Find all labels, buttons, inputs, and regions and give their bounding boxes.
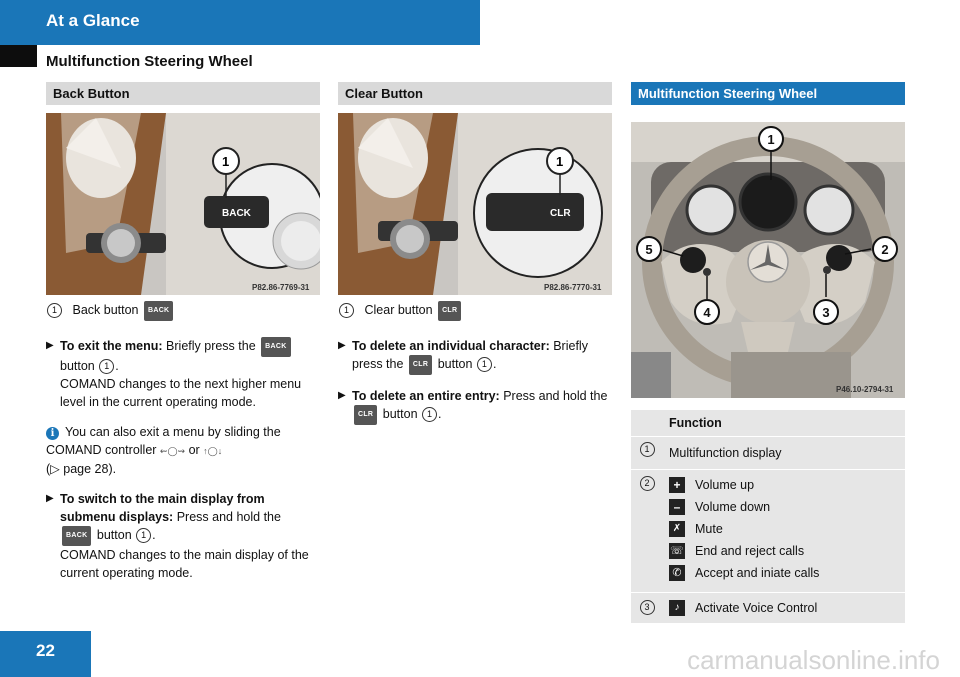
mute-icon: ✗ <box>669 521 685 537</box>
function-label: Activate Voice Control <box>695 601 818 615</box>
function-item <box>669 496 905 518</box>
table-header-empty <box>631 410 663 436</box>
table-row <box>631 437 905 469</box>
step-text: button <box>382 407 418 421</box>
function-item <box>669 562 905 584</box>
wheel-callout-4: 4 <box>703 305 711 320</box>
back-key-icon: BACK <box>62 526 91 546</box>
watermark: carmanualsonline.info <box>687 645 940 675</box>
table-header: Function <box>663 410 905 436</box>
step-text: Press and hold the <box>499 389 608 403</box>
callout-number: 1 <box>47 303 62 318</box>
function-label: End and reject calls <box>695 544 805 558</box>
slide-up-down-icon: ↑◯↓ <box>203 446 223 456</box>
row-body <box>663 470 905 592</box>
row-number-cell <box>631 593 663 623</box>
step-text: . <box>492 357 497 371</box>
function-label: Mute <box>695 522 723 536</box>
function-table <box>631 409 905 624</box>
voice-control-icon: ♪ <box>669 600 685 616</box>
step-text: button <box>96 528 132 542</box>
row-number-cell <box>631 470 663 592</box>
clr-key-icon: CLR <box>409 355 432 375</box>
step-arrow-icon: ▶ <box>338 390 346 401</box>
step-text: Press and hold the <box>173 510 281 524</box>
back-key-icon: BACK <box>144 301 173 321</box>
callout-number: 1 <box>477 357 492 372</box>
page-subtitle: Multifunction Steering Wheel <box>46 53 253 70</box>
callout-number: 1 <box>339 303 354 318</box>
plus-icon: + <box>669 477 685 493</box>
row-number-cell <box>631 437 663 469</box>
clear-button-photo <box>338 113 612 295</box>
step-text: button <box>437 357 473 371</box>
step-text: . <box>152 528 156 542</box>
step-text: Briefly press the <box>162 339 256 353</box>
clear-step-1 <box>338 337 614 375</box>
info-note: i You can also exit a menu by sliding the COMAND controller ⇜◯⇝ or ↑◯↓ (▷ page 28). <box>46 425 281 476</box>
row-body <box>663 437 905 469</box>
back-callout-1: 1 <box>222 154 230 169</box>
function-label: Multifunction display <box>669 446 782 460</box>
section-title: At a Glance <box>46 11 140 30</box>
info-text: or <box>188 443 200 457</box>
callout-number: 2 <box>640 476 655 491</box>
minus-icon: – <box>669 499 685 515</box>
wheel-callout-1: 1 <box>767 132 775 147</box>
back-image-code: P82.86-7769-31 <box>252 283 310 292</box>
step-text: . <box>438 407 442 421</box>
back-key-icon: BACK <box>261 337 290 357</box>
info-icon: i <box>46 427 59 440</box>
function-item <box>669 442 905 464</box>
end-call-icon: ☏ <box>670 545 684 557</box>
step-arrow-icon: ▶ <box>338 340 346 351</box>
clear-callout-1: 1 <box>556 154 564 169</box>
back-column <box>46 82 320 105</box>
table-header-row <box>631 410 905 436</box>
function-item <box>669 597 905 619</box>
back-text <box>46 301 322 594</box>
callout-number: 1 <box>99 359 114 374</box>
function-item <box>669 518 905 540</box>
clr-key-icon: CLR <box>438 301 461 321</box>
function-label: Volume up <box>695 478 755 492</box>
table-row <box>631 593 905 623</box>
slide-left-right-icon: ⇜◯⇝ <box>159 446 186 456</box>
clear-step-2 <box>338 387 614 425</box>
function-item <box>669 474 905 496</box>
info-text: You can also exit a menu by sliding the COMAND controller <box>46 425 281 457</box>
back-photo-key: BACK <box>222 208 251 219</box>
table-row <box>631 470 905 592</box>
clear-photo-key: CLR <box>550 208 571 219</box>
header-tab <box>0 45 37 67</box>
wheel-column <box>631 82 905 105</box>
callout-number: 1 <box>136 528 151 543</box>
step-text: button <box>60 359 95 373</box>
callout-number: 3 <box>640 600 655 615</box>
step-label: To delete an entire entry: <box>352 389 500 403</box>
function-label: Volume down <box>695 500 771 514</box>
page-reference[interactable]: page 28). <box>63 462 117 476</box>
wheel-heading: Multifunction Steering Wheel <box>631 82 905 105</box>
back-caption-text: Back button <box>72 303 139 317</box>
clear-caption-text: Clear button <box>364 303 433 317</box>
step-arrow-icon: ▶ <box>46 340 54 351</box>
clear-text <box>338 301 614 437</box>
clr-key-icon: CLR <box>354 405 377 425</box>
back-button-photo <box>46 113 320 295</box>
clear-heading: Clear Button <box>338 82 612 105</box>
step-text: . <box>115 359 119 373</box>
step-result: COMAND changes to the main display of the current operating mode. <box>60 548 309 580</box>
callout-number: 1 <box>422 407 437 422</box>
clear-column <box>338 82 612 105</box>
step-result: COMAND changes to the next higher menu level in the current operating mode. <box>60 377 302 409</box>
steering-wheel-photo <box>631 122 905 398</box>
step-label: To delete an individual character: <box>352 339 550 353</box>
row-body <box>663 593 905 623</box>
step-label: To switch to the main display from submenu displays: <box>60 492 265 524</box>
wheel-callout-5: 5 <box>645 242 653 257</box>
clear-caption <box>338 301 614 321</box>
function-label: Accept and iniate calls <box>695 566 820 580</box>
page-ref-icon: ▷ <box>50 462 60 476</box>
wheel-image-code: P46.10-2794-31 <box>836 385 894 394</box>
step-arrow-icon: ▶ <box>46 493 54 504</box>
back-heading: Back Button <box>46 82 320 105</box>
function-item <box>669 540 905 562</box>
step-label: To exit the menu: <box>60 339 163 353</box>
wheel-callout-3: 3 <box>822 305 830 320</box>
back-step-2 <box>46 490 322 582</box>
back-step-1 <box>46 337 322 411</box>
step-text: Briefly press the <box>352 339 588 371</box>
page-number: 22 <box>0 631 91 677</box>
accept-call-icon: ✆ <box>669 565 685 581</box>
back-caption <box>46 301 322 321</box>
callout-number: 1 <box>640 442 655 457</box>
clear-image-code: P82.86-7770-31 <box>544 283 602 292</box>
wheel-callout-2: 2 <box>881 242 889 257</box>
